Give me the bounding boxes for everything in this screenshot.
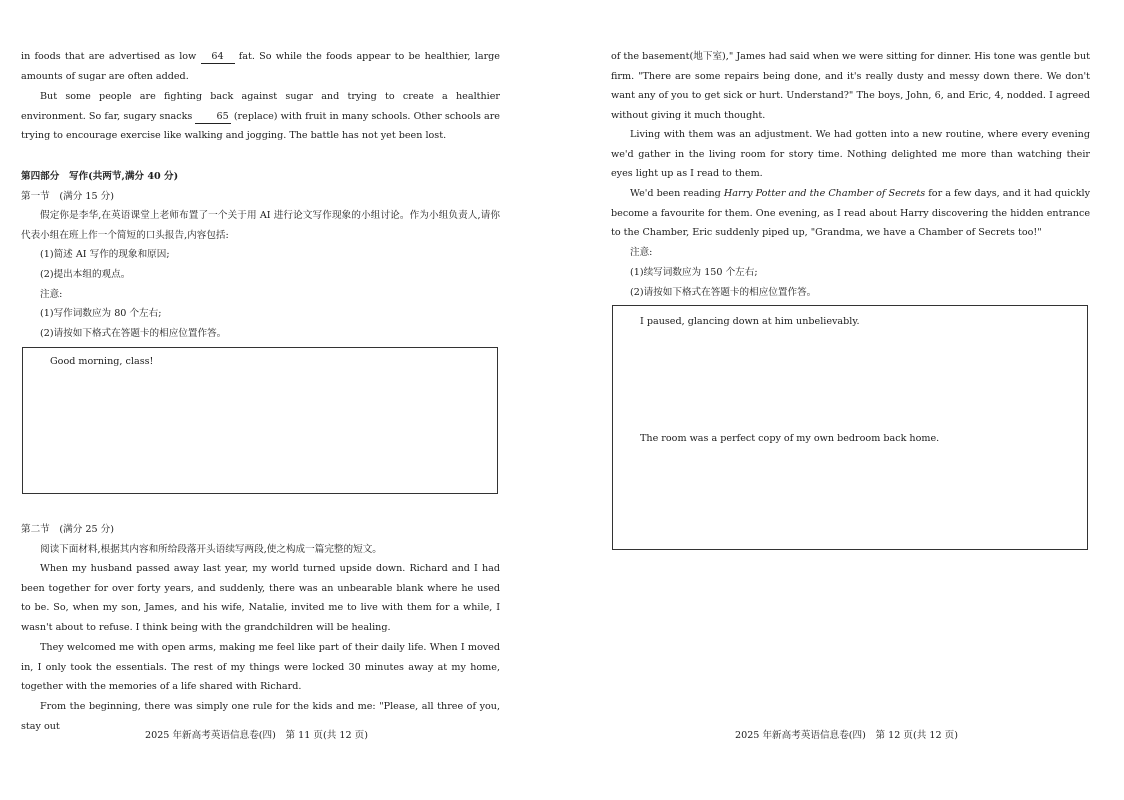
story-paragraph-3: From the beginning, there was simply one rule for the kids and me: "Please, all three of you, stay out <box>21 701 500 732</box>
text: fat. So while the foods appear to be healthier, large amounts of sugar are often added. <box>21 51 500 82</box>
answer-box-opening: Good morning, class! <box>50 356 154 367</box>
answer-box-section2[interactable] <box>612 305 1088 550</box>
section2-prompt: 阅读下面材料,根据其内容和所给段落开头语续写两段,使之构成一篇完整的短文。 <box>40 544 382 555</box>
section1-note-2: (2)请按如下格式在答题卡的相应位置作答。 <box>40 328 227 339</box>
book-title: Harry Potter and the Chamber of Secrets <box>723 188 926 199</box>
text: for a few days, and it had quickly become a favourite for them. One evening, as I read about Harry discovering the hidden entrance to the Chamber, Eric suddenly piped up, "Grandma, we have a Chamber of Secrets too!" <box>611 188 1090 239</box>
page-footer-right: 2025 年新高考英语信息卷(四) 第 12 页(共 12 页) <box>735 730 958 741</box>
section2-note: 注意: <box>630 247 653 258</box>
page-footer-left: 2025 年新高考英语信息卷(四) 第 11 页(共 12 页) <box>145 730 368 741</box>
section1-note: 注意: <box>40 289 63 300</box>
passage-paragraph-2 <box>21 87 500 146</box>
story-paragraph-2: They welcomed me with open arms, making me feel like part of their daily life. When I moved in, I only took the essentials. The rest of my things were locked 30 minutes away at my home, together with the memories of a life shared with Richard. <box>21 642 500 693</box>
section2-heading: 第二节 (满分 25 分) <box>21 524 114 535</box>
text: (replace) with fruit in many schools. Other schools are trying to encourage exercise like walking and jogging. The battle has not yet been lost. <box>21 110 500 142</box>
story-paragraph-3-continued: of the basement(地下室)," James had said when we were sitting for dinner. His tone was gentle but firm. "There are some repairs being done, and it's really dusty and messy down there. We don't want any of you to get sick or hurt. Understand?" The boys, John, 6, and Eric, 4, nodded. I agreed without giving it much thought. <box>611 51 1090 122</box>
blank-64[interactable]: 64 <box>201 50 235 64</box>
part4-heading: 第四部分 写作(共两节,满分 40 分) <box>21 171 179 182</box>
section1-item-1: (1)简述 AI 写作的现象和原因; <box>40 249 170 260</box>
story-paragraph-5 <box>611 184 1090 243</box>
text: in foods that are advertised as low <box>21 51 197 62</box>
passage-paragraph-1 <box>21 47 500 86</box>
section1-prompt: 假定你是李华,在英语课堂上老师布置了一个关于用 AI 进行论文写作现象的小组讨论。作为小组负责人,请你代表小组在班上作一个简短的口头报告,内容包括: <box>21 210 500 241</box>
paragraph-2-opening: The room was a perfect copy of my own bedroom back home. <box>640 433 940 444</box>
text: But some people are fighting back against sugar and trying to create a healthier environment. So far, sugary snacks <box>21 91 500 122</box>
section2-note-2: (2)请按如下格式在答题卡的相应位置作答。 <box>630 287 817 298</box>
text: We'd been reading <box>630 188 721 199</box>
section1-heading: 第一节 (满分 15 分) <box>21 191 114 202</box>
section1-item-2: (2)提出本组的观点。 <box>40 269 131 280</box>
story-paragraph-4: Living with them was an adjustment. We had gotten into a new routine, where every evening we'd gather in the living room for story time. Nothing delighted me more than watching their eyes light up as I read to them. <box>611 129 1090 180</box>
blank-65[interactable]: 65 <box>195 110 230 124</box>
paragraph-1-opening: I paused, glancing down at him unbelievably. <box>640 316 860 327</box>
section2-note-1: (1)续写词数应为 150 个左右; <box>630 267 758 278</box>
answer-box-section1[interactable] <box>22 347 498 494</box>
section1-note-1: (1)写作词数应为 80 个左右; <box>40 308 162 319</box>
story-paragraph-1: When my husband passed away last year, my world turned upside down. Richard and I had been together for over forty years, and suddenly, there was an unbearable blank where he used to be. So, when my son, James, and his wife, Natalie, invited me to live with them for a while, I wasn't about to refuse. I think being with the grandchildren will be healing. <box>21 563 500 634</box>
